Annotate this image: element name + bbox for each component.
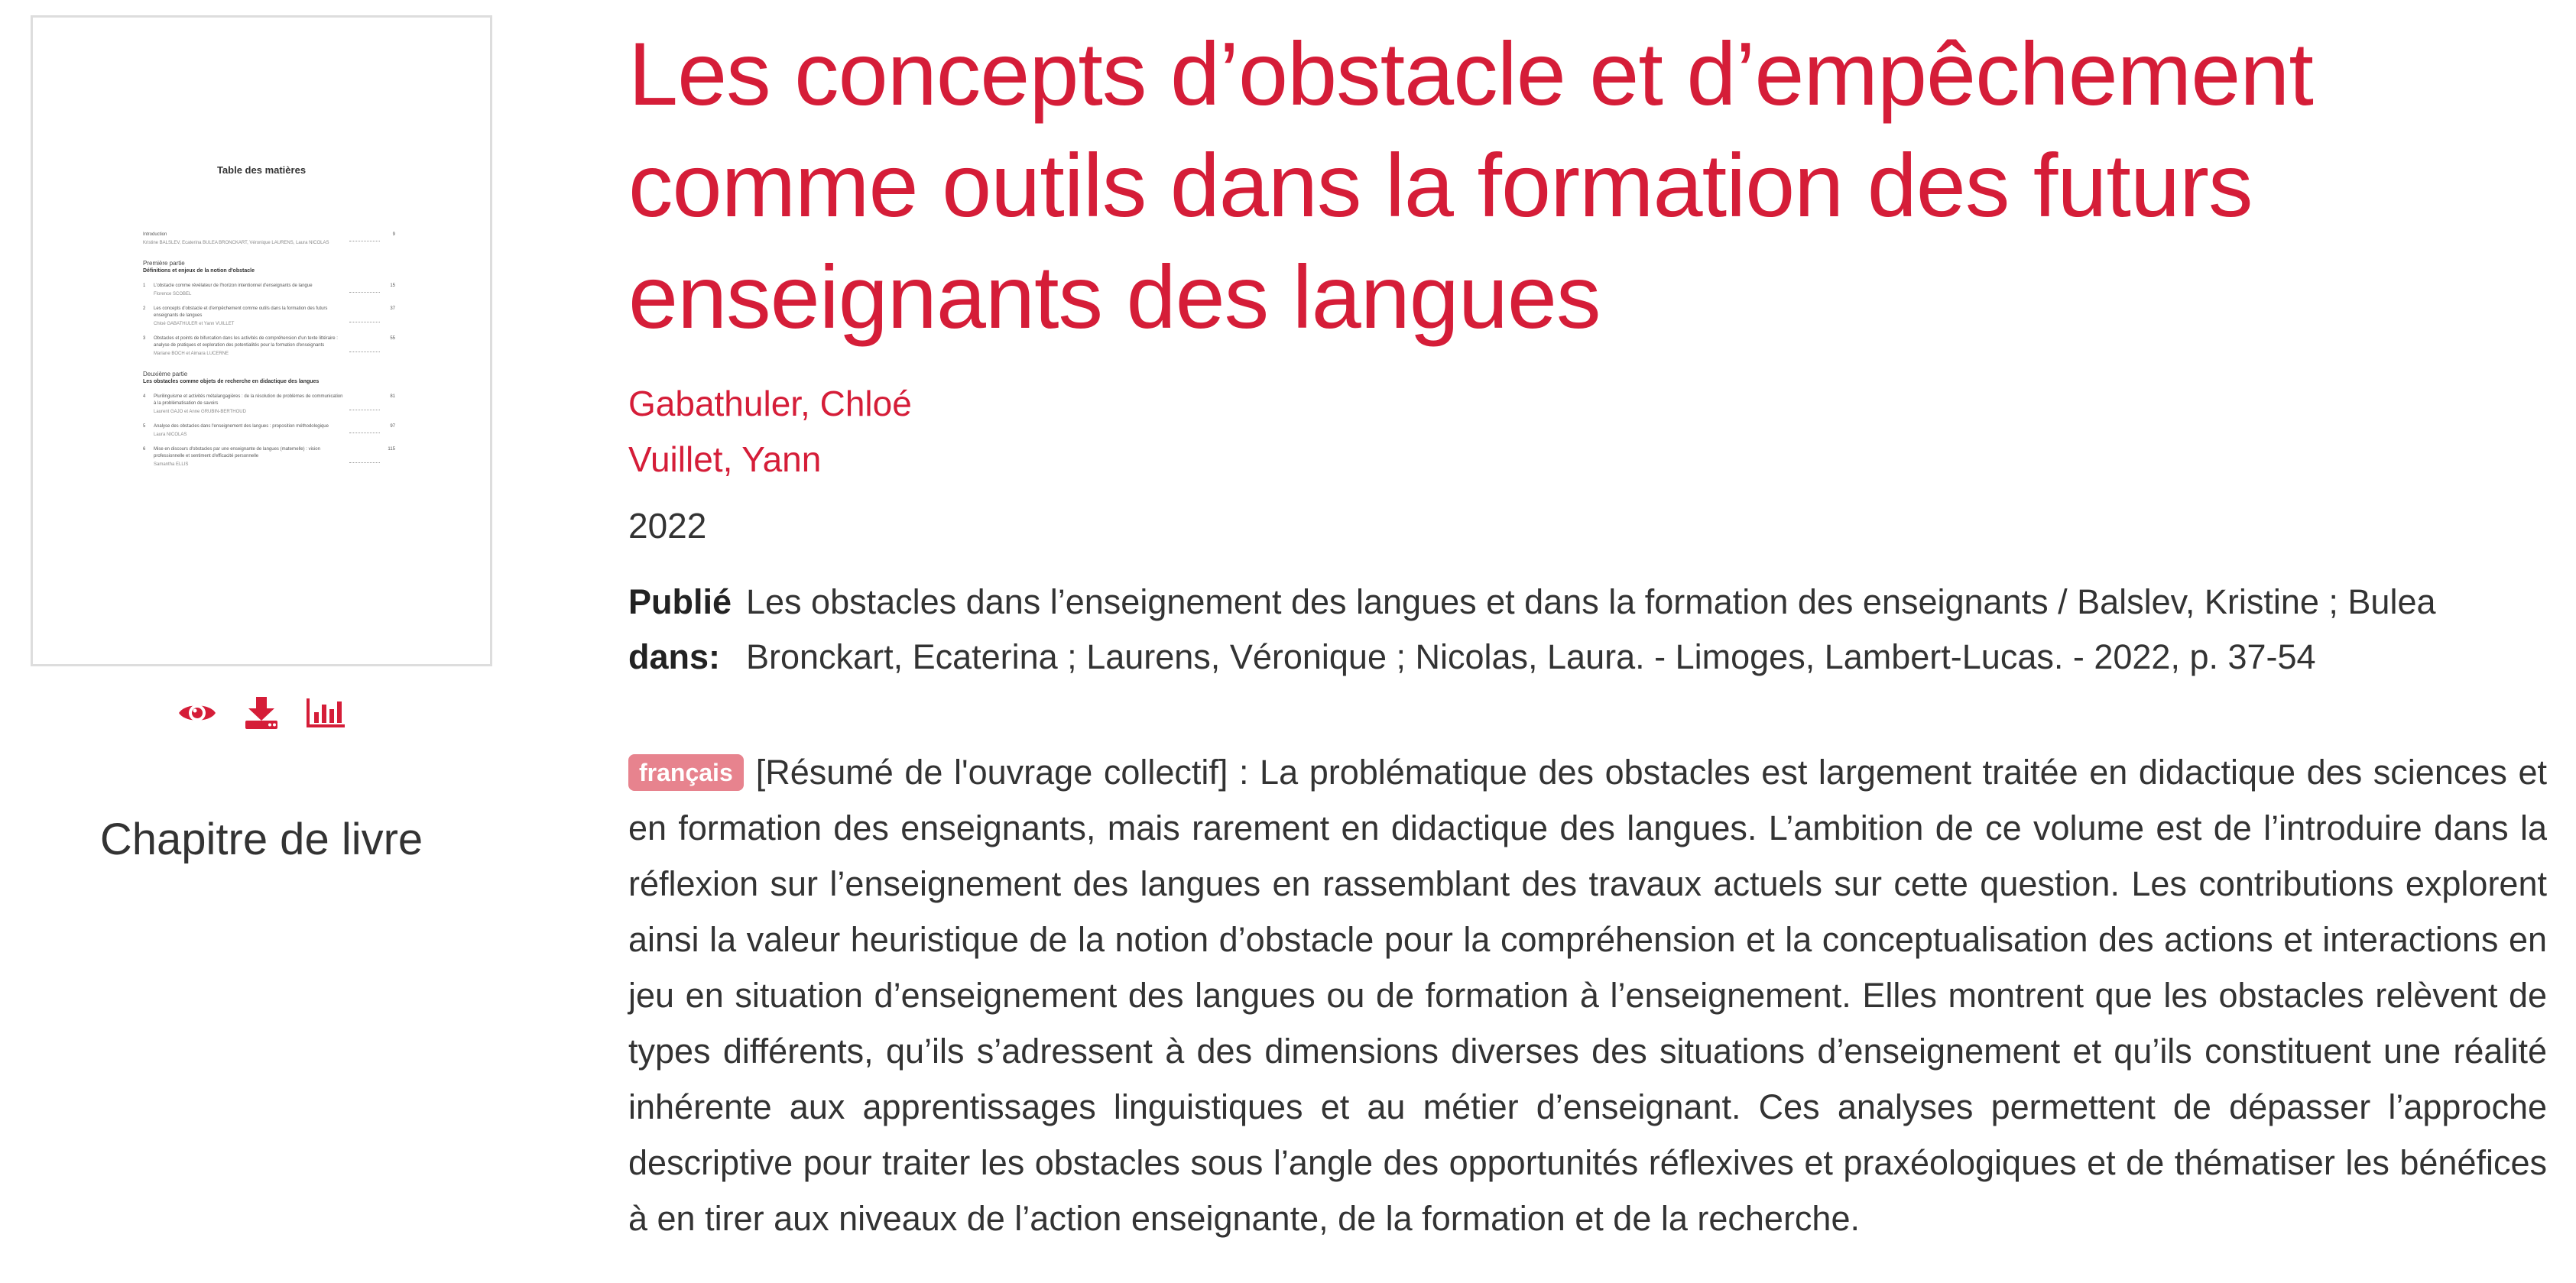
toc-entry-page: 9 (392, 232, 395, 237)
toc-entry-page: 15 (390, 283, 395, 288)
publication-year: 2022 (628, 506, 707, 546)
author-link[interactable]: Vuillet, Yann (628, 439, 822, 479)
toc-entry-number: 3 (143, 336, 146, 341)
toc-entry-author: Florence SCOBEL (154, 292, 192, 296)
toc-entry-number: 6 (143, 447, 146, 452)
toc-entry-number: 5 (143, 424, 146, 429)
toc-entry-author: Mariane BOCH et Aimara LUCERNE (154, 352, 229, 356)
thumbnail-toc (143, 224, 395, 468)
toc-entry-text: Plurilinguisme et activités métalangagières : de la résolution de problèmes de communication à la problématisation de savoirs (154, 394, 343, 406)
toc-part-label: Deuxième partie (143, 371, 188, 377)
author-link[interactable]: Gabathuler, Chloé (628, 384, 912, 423)
thumbnail-title: Table des matières (216, 164, 307, 176)
toc-leader (349, 306, 380, 322)
toc-entry-page: 81 (390, 394, 395, 399)
abstract-text: [Résumé de l'ouvrage collectif] : La problématique des obstacles est largement traitée en didactique des sciences et en formation des enseignants, mais rarement en didactique des langues. L’ambition de ce volume est de l’introduire dans la réflexion sur l’enseignement des langues en rassemblant des travaux actuels sur cette question. Les contributions explorent ainsi la valeur heuristique de la notion d’obstacle pour la compréhension et la conceptualisation des actions et interactions en jeu en situation d’enseignement des langues ou de formation à l’enseignement. Elles montrent que les obstacles relèvent de types différents, qu’ils s’adressent à des dimensions diverses des situations d’enseignement et qu’ils constituent une réalité inhérente aux apprentissages linguistiques et au métier d’enseignant. Ces analyses permettent de dépasser l’approche descriptive pour traiter les obstacles sous l’angle des opportunités réflexives et praxéologiques et de thématiser les bénéfices à en tirer aux niveaux de l’action enseignante, de la formation et de la recherche. (628, 753, 2547, 1238)
toc-leader (349, 283, 380, 293)
toc-entry (143, 394, 395, 416)
toc-leader (349, 394, 380, 410)
toc-entry-text: L'obstacle comme révélateur de l'horizon intentionnel d'enseignants de langue (154, 283, 313, 288)
toc-entry (143, 232, 395, 247)
toc-entry-page: 55 (390, 336, 395, 341)
toc-leader (349, 446, 380, 463)
toc-entry-number: 2 (143, 306, 146, 311)
published-in-value: Les obstacles dans l’enseignement des langues et dans la formation des enseignants / Balslev, Kristine ; Bulea Bronckart, Ecaterina ; Laurens, Véronique ; Nicolas, Laura. - Limoges, Lambert-Lucas. - 2022, p. 37-54 (746, 582, 2436, 676)
toc-entry-author: Kristine BALSLEV, Ecaterina BULEA BRONCKART, Véronique LAURENS, Laura NICOLAS (143, 241, 329, 245)
toc-entry (143, 423, 395, 439)
toc-leader (349, 335, 380, 352)
toc-entry (143, 306, 395, 328)
eye-icon[interactable] (176, 692, 219, 734)
toc-entry-text: Mise en discours d'obstacles par une enseignante de langues (maternelle) : vision professionnelle et sentiment d'efficacité personnelle (154, 447, 320, 458)
toc-entry-page: 97 (390, 424, 395, 429)
language-badge: français (628, 754, 744, 791)
toc-entry-text: Obstacles et points de bifurcation dans les activités de compréhension d'un texte littéraire : analyse de pratiques et exploration des potentialités pour la formation d'enseignants (154, 336, 338, 348)
toc-part-title: Les obstacles comme objets de recherche en didactique des langues (143, 379, 320, 384)
toc-entry (143, 446, 395, 468)
page-title: Les concepts d’obstacle et d’empêchement comme outils dans la formation des futurs enseignants des langues (628, 24, 2313, 347)
download-icon[interactable] (240, 692, 283, 734)
toc-entry-author: Laurent GAJO et Anne GRUBIN-BERTHOUD (154, 410, 246, 414)
toc-entry-text: Introduction (143, 232, 167, 237)
bar-chart-icon[interactable] (304, 692, 347, 734)
toc-entry-page: 115 (388, 447, 395, 452)
published-in (628, 575, 2547, 685)
toc-entry-number: 4 (143, 394, 146, 399)
toc-part-title: Définitions et enjeux de la notion d'obstacle (143, 268, 255, 274)
toc-entry-text: Analyse des obstacles dans l'enseignement des langues : proposition méthodologique (154, 424, 329, 429)
toc-leader (349, 423, 380, 433)
published-in-label: Publié dans: (628, 582, 732, 676)
toc-entry (143, 335, 395, 358)
toc-entry-number: 1 (143, 283, 146, 288)
toc-entry-author: Samantha ELLIS (154, 462, 189, 467)
author-list (628, 376, 2547, 488)
record-main (628, 18, 2547, 1246)
toc-leader (349, 232, 380, 241)
toc-entry (143, 283, 395, 298)
toc-entry-page: 37 (390, 306, 395, 311)
toc-entry-text: Les concepts d'obstacle et d'empêchement comme outils dans la formation des futurs enseignants de langues (154, 306, 328, 318)
toc-part-label: Première partie (143, 260, 185, 267)
toc-entry-author: Laura NICOLAS (154, 433, 187, 437)
document-type-label: Chapitre de livre (99, 815, 423, 864)
abstract (628, 744, 2547, 1246)
toc-entry-author: Chloé GABATHULER et Yann VUILLET (154, 322, 235, 326)
document-actions (31, 692, 492, 734)
document-thumbnail[interactable] (31, 15, 492, 666)
